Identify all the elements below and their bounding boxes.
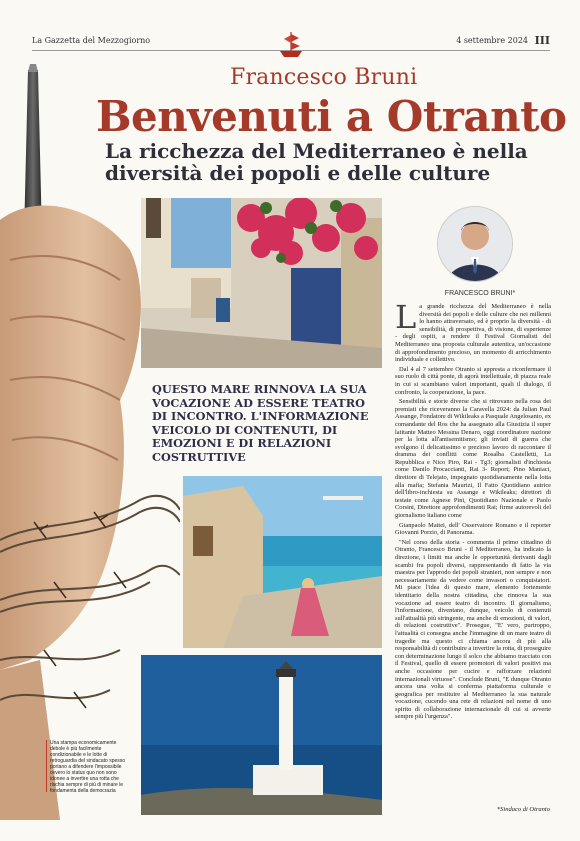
paragraph-4: Gianpaolo Mattei, dell' Osservatore Romano e il reporter Giovanni Porzio, di Panorama. xyxy=(395,521,551,537)
portrait-caption: FRANCESCO BRUNI* xyxy=(444,290,516,297)
newspaper-name: La Gazzetta del Mezzogiorno xyxy=(32,36,151,45)
paragraph-2: Dal 4 al 7 settembre Otranto si appresta a riconfermare il suo ruolo di città ponte, di agorà intellettuale, di piazza reale in cui si scambiano valori importanti, quali il dialogo, il confronto, la cooperazione, la pace. xyxy=(395,365,551,396)
pull-quote: QUESTO MARE RINNOVA LA SUA VOCAZIONE AD ESSERE TEATRO DI INCONTRO. L'INFORMAZIONE VEICOLO DI CONTENUTI, DI EMOZIONI E DI RELAZIONI COSTRUTTIVE xyxy=(152,382,369,464)
author-signature-note: *Sindaco di Otranto xyxy=(496,806,550,813)
lighthouse-photo xyxy=(141,655,382,815)
author-name: Francesco Bruni xyxy=(230,65,418,90)
issue-date: 4 settembre 2024 xyxy=(456,36,528,45)
otranto-coast-woman-photo xyxy=(183,476,382,648)
caption-rule xyxy=(46,740,47,792)
photo-caption: Una stampa economicamente debole è più facilmente condizionabile e le lotte di retroguardia del sindacato spesso portano a difendere l'impossibile ovvero lo status quo non sono idonee a invertire una rotta che rischia sempre di più di minare le fondamenta della democrazia xyxy=(50,740,126,794)
article-body xyxy=(395,298,551,723)
article-subtitle: La ricchezza del Mediterraneo è nella diversità dei popoli e delle culture xyxy=(105,139,528,185)
page-number: III xyxy=(534,34,550,47)
paragraph-1: La grande ricchezza del Mediterraneo è nella diversità dei popoli e delle culture che nei millenni lo hanno attraversato, ed è proprio la diversità - di sensibilità, di prospettiva, di visione, di esperienze - degli ospiti, a rendere il Festival Giornalisti del Mediterraneo una proposta culturale autentica, un'occasione di approfondimento prezioso, un momento di arricchimento individuale e collettivo. xyxy=(395,298,551,364)
article-title: Benvenuti a Otranto xyxy=(96,92,567,141)
ship-logo-icon xyxy=(277,30,305,60)
author-portrait xyxy=(437,206,513,282)
otranto-alley-photo xyxy=(141,198,382,368)
dropcap: L xyxy=(395,298,417,336)
paragraph-5: "Nel corso della storia - commenta il primo cittadino di Otranto, Francesco Bruni - il Mediterraneo, ha indicato la direzione, i limiti ma anche le opportunità derivanti dagli scambi fra popoli diversi, rappresentando di fatto la via maestra per l'approdo dei popoli stranieri, non sempre e non necessariamente da vedere come invasori o conquistatori. Mi piace l'idea di questo mare, elemento fortemente identitario della nostra cittadina, che rinnova la sua vocazione ad essere teatro di incontro. Il giornalismo, l'informazione, diventano, dunque, veicolo di contenuti sull'attualità più stringente, ma anche di emozioni, di valori, di relazioni costruttive". Prosegue, "E' vero, purtroppo, l'attualità ci consegna anche l'immagine di un mare teatro di tragedie ma questo ci chiama ancora di più alla responsabilità di contribuire a invertire la rotta, di proseguire con determinazione lungo il solco che abbiamo tracciato con il Festival, quello di essere promotori di valori positivi ma anche occasione per cucire e rafforzare relazioni internazionali virtuose". Conclude Bruni, "E dunque Otranto ancora una volta si conferma piattaforma culturale e geografica per restituire al Mediterraneo la sua naturale vocazione, cucendo una rete di relazioni nel nome di uno spirito di collaborazione internazionale di cui si avverte sempre più l'urgenza". xyxy=(395,538,551,721)
paragraph-3: Sensibilità e storie diverse che si ritrovano nella rosa dei premiati che riceveranno la Caravella 2024: da Julian Paul Assange, Fondatore di Wikileaks a Pasquale Angelosanto, ex comandante del Ros che ha assegnato alla Giustizia il super latitante Matteo Messina Denaro, oggi coordinatore nazione per la lotta all'antisemitismo; gli inviati di guerra che svolgono il delicatissimo e prezioso lavoro di raccontare il dramma dei conflitti come Rosalba Castelletti, La Repubblica e Nico Piro, Rai - Tg3; giornalisti d'inchiesta come Danilo Procaccianti, Rai 3- Report; Pino Maniaci, direttore di Telejato, impegnato quotidianamente nella lotta alla mafia; Stefania Maurizi, Il Fatto Quotidiano autrice dell'libro-inchiesta su Assange e Wikileaks; direttori di testate come Agnese Pini, Quotidiano Nazionale e Paolo Corsini, Direttore approfondimenti Rai; firme autorevoli del giornalismo italiano come xyxy=(395,398,551,520)
person-avatar-icon xyxy=(438,207,512,281)
